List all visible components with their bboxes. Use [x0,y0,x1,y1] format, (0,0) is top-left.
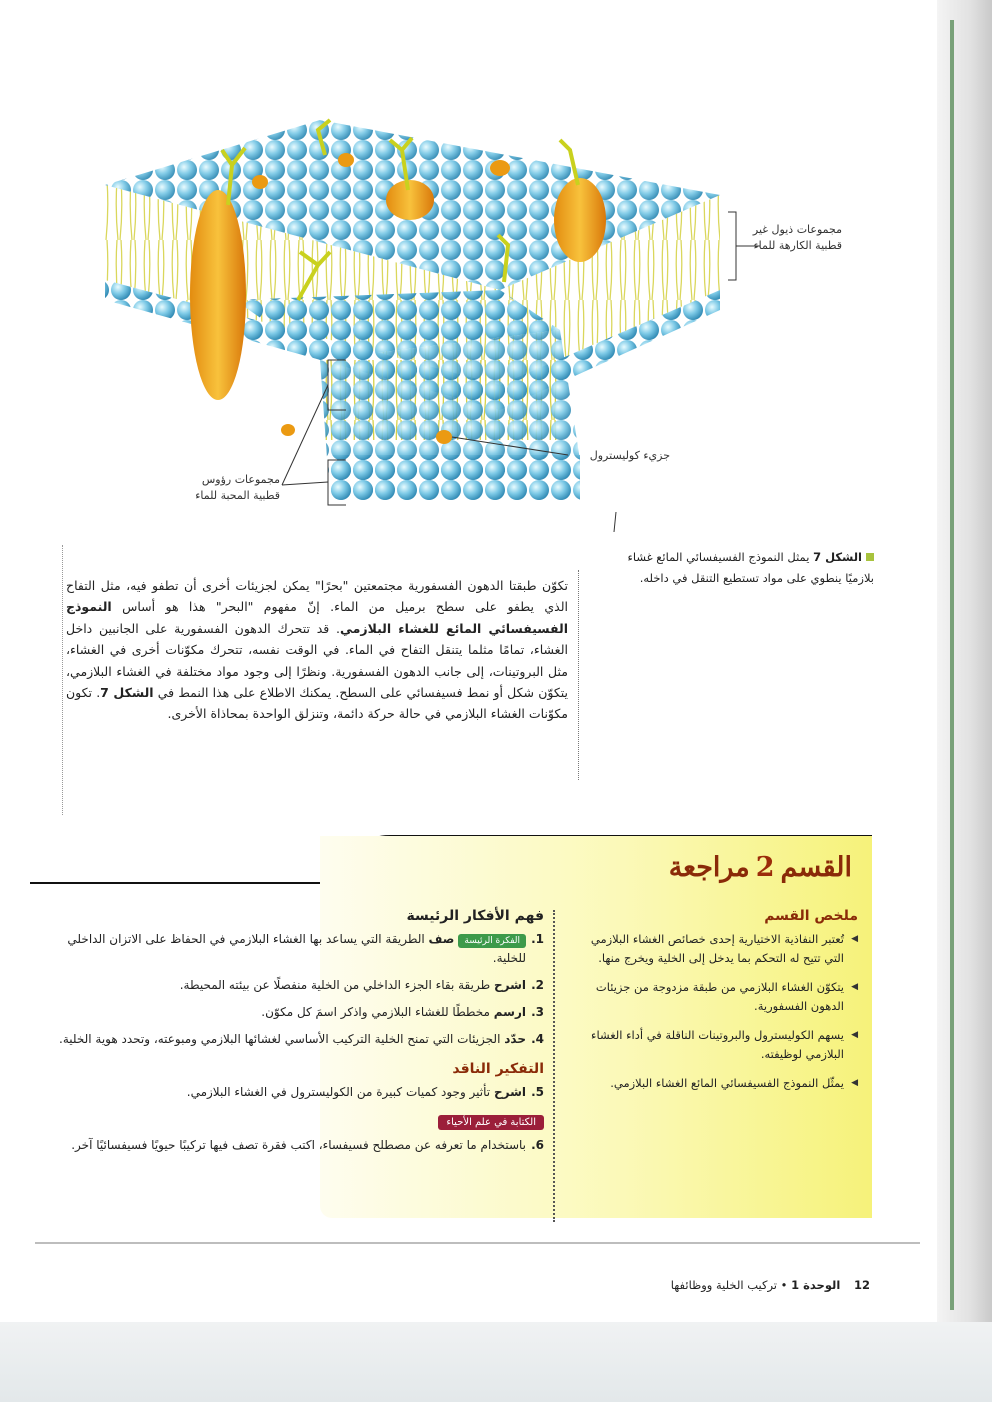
footer-chapter: تركيب الخلية ووظائفها [670,1278,777,1292]
question-5 [36,1083,544,1102]
question-text: تأثير وجود كميات كبيرة من الكوليسترول في الغشاء البلازمي. [186,1085,491,1099]
section-summary [578,908,858,1103]
question-verb: صف [428,932,455,946]
question-1 [36,930,544,968]
question-number: 5. [531,1085,544,1099]
summary-item: ◀ يتكوّن الغشاء البلازمي من طبقة مزدوجة من جزيئات الدهون الفسفورية. [578,978,858,1016]
question-text: الطريقة التي يساعد بها الغشاء البلازمي في الحفاظ على الاتزان الداخلي للخلية. [67,932,526,965]
body-text-2: . قد تتحرك الدهون الفسفورية على الجانبين داخل الغشاء، تمامًا مثلما يتنقل التفاح في الماء. في الوقت نفسه، تتحرك مكوّنات أخرى في الغشاء، مثل البروتينات، إلى جانب الدهون الفسفورية. ونظرًا إلى وجود مواد مختلفة في الغشاء البلازمي، يتكوّن شكل أو نمط فسيفسائي على السطح. يمكنك الاطلاع على هذا النمط في [66,620,568,701]
question-4 [36,1030,544,1049]
body-text-3: . تكون مكوّنات الغشاء البلازمي في حالة حركة دائمة، وتنزلق الواحدة بمحاذاة الأخرى. [66,685,568,722]
review-column-separator [553,910,555,1222]
question-verb: اشرح [493,978,526,992]
question-text: الجزيئات التي تمنح الخلية التركيب الأساسي لغشائها البلازمي ومبوعته، وتحدد هوية الخلية. [59,1032,501,1046]
footer-unit: الوحدة 1 [791,1278,841,1292]
question-number: 3. [531,1005,544,1019]
question-verb: ارسم [493,1005,526,1019]
review-title [590,852,852,883]
question-verb: حدّد [504,1032,526,1046]
scan-bottom-band [0,1322,992,1402]
question-verb: اشرح [493,1085,526,1099]
body-figure-ref: الشكل 7 [100,685,154,701]
caption-text: يمثل النموذج الفسيفسائي المائع غشاء بلازميًا ينطوي على مواد تستطيع التنقل في داخله. [627,550,874,585]
review-title-section: القسم [780,852,852,883]
summary-item: ◀ تُعتبر النفاذية الاختيارية إحدى خصائص الغشاء البلازمي التي تتيح له التحكم بما يدخل إلى الخلية ويخرج منها. [578,930,858,968]
review-questions [36,908,544,1163]
page-number: 12 [853,1278,870,1292]
page-footer [600,1278,870,1292]
summary-list [578,930,858,1093]
question-number: 6. [531,1138,544,1152]
question-number: 1. [531,932,544,946]
label-hydrophobic-tails: مجموعات ذيول غير قطبية الكارهة للماء [752,223,842,252]
footer-bullet: • [780,1278,788,1292]
question-number: 4. [531,1032,544,1046]
body-text-1: تكوّن طبقتا الدهون الفسفورية مجتمعتين "بحرًا" يمكن لجزيئات أخرى أن تطفو فيه، مثل التفاح الذي يطفو على سطح برميل من الماء. إنّ مفهوم "البحر" هذا هو أساس [66,578,568,615]
summary-item: ◀ يسهم الكوليسترول والبروتينات الناقلة في أداء الغشاء البلازمي لوظيفته. [578,1026,858,1064]
critical-thinking-heading: التفكير الناقد [452,1061,544,1077]
question-number: 2. [531,978,544,992]
question-2 [36,976,544,995]
body-key-term: النموذج الفسيفسائي المائع للغشاء البلازمي [66,599,568,636]
question-text: باستخدام ما تعرفه عن مصطلح فسيفساء، اكتب فقرة تصف فيها تركيبًا حيويًا فسيفسائيًا آخر. [71,1138,526,1152]
question-3 [36,1003,544,1022]
caption-figure-ref: الشكل 7 [813,550,862,564]
main-idea-tag: الفكرة الرئيسة [458,934,526,948]
writing-in-biology-tag: الكتابة في علم الأحياء [438,1115,544,1130]
label-hydrophilic-heads: مجموعات رؤوس قطبية المحبة للماء [195,473,280,502]
label-cholesterol: جزيء كوليسترول [589,449,670,462]
main-ideas-heading: فهم الأفكار الرئيسة [406,908,544,924]
bottom-rule [35,1242,920,1244]
summary-item: ◀ يمثّل النموذج الفسيفسائي المائع الغشاء البلازمي. [578,1074,858,1093]
question-text: مخططًا للغشاء البلازمي واذكر اسمَ كل مكوّن. [261,1005,490,1019]
review-title-review: مراجعة [668,852,750,883]
question-text: طريقة بقاء الجزء الداخلي من الخلية منفصلًا عن بيئته المحيطة. [179,978,491,992]
summary-heading: ملخص القسم [764,908,858,924]
review-title-number: 2 [755,852,775,883]
question-6 [36,1136,544,1155]
